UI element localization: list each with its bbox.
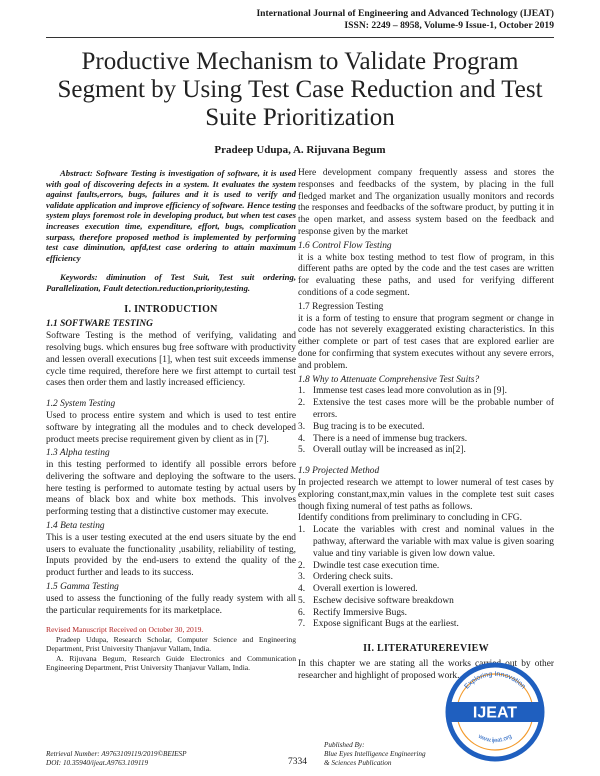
left-column <box>46 168 296 672</box>
list-number: 2. <box>298 560 306 571</box>
list-number: 1. <box>298 525 306 536</box>
list-number: 5. <box>298 445 306 456</box>
subsection-title-projected-method: 1.9 Projected Method <box>298 466 380 477</box>
list-number: 1. <box>298 386 306 397</box>
author-note-2: A. Rijuvana Begum, Research Guide Electronics and Communication Engineering Department, Prist University Thanjavur Vallam, India. <box>46 653 296 673</box>
footer-retrieval <box>46 750 187 768</box>
paragraph-market-feedback: Here development company frequently assess and stores the responses and feedbacks of the system, by placing in the full fledged market and The organization usually monitors and records the responses and feedbacks of the software product, by putting it in the open market, and assess system based on the feedback and response given by the market <box>298 168 554 237</box>
paragraph-gamma-testing: used to assess the functioning of the fully ready system with all the particular requirements for its marketplace. <box>46 593 296 616</box>
list-number: 7. <box>298 619 306 630</box>
projected-step-item <box>298 619 554 631</box>
list-why-attenuate <box>298 386 554 457</box>
journal-issn: ISSN: 2249 – 8958, Volume-9 Issue-1, October 2019 <box>344 20 554 31</box>
publisher-line-1: Published By: <box>324 741 365 749</box>
ijeat-logo <box>442 660 548 764</box>
list-projected-steps <box>298 525 554 631</box>
list-text: Overall exertion is lowered. <box>313 584 418 595</box>
list-number: 4. <box>298 584 306 595</box>
subsection-title-gamma-testing: 1.5 Gamma Testing <box>46 582 119 593</box>
paragraph-beta-testing: This is a user testing executed at the end users situate by the end users to evaluate the functionality ,usability, reliability of testing, Inputs provided by the end-users to extend the quality of the product further and leads to its success. <box>46 532 296 579</box>
why-attenuate-item <box>298 434 554 446</box>
projected-step-item <box>298 584 554 596</box>
publisher-line-2: Blue Eyes Intelligence Engineering <box>324 750 426 758</box>
list-number: 2. <box>298 398 306 409</box>
list-text: Eschew decisive software breakdown <box>313 595 454 606</box>
list-text: Expose significant Bugs at the earliest. <box>313 619 459 630</box>
header-rule <box>46 37 554 38</box>
paragraph-control-flow: it is a white box testing method to test flow of program, in this different paths are opted by the code and the test cases are written for evaluating these paths, and used for verifying different conditions of a code segment. <box>298 252 554 298</box>
manuscript-received: Revised Manuscript Received on October 30, 2019. <box>46 625 204 635</box>
projected-step-item <box>298 596 554 608</box>
page-number: 7334 <box>288 757 307 767</box>
paragraph-regression: it is a form of testing to ensure that program segment or change in code has not severely exaggerated existing characteristics. In this either complete or part of test cases that are explored earlier are done for confirming that system executes without any severe errors, and problem. <box>298 313 554 371</box>
logo-ring-text: Exploring Innovation <box>463 670 527 691</box>
paper-authors: Pradeep Udupa, A. Rijuvana Begum <box>214 144 386 156</box>
publisher-line-3: & Sciences Publication <box>324 759 392 767</box>
why-attenuate-item <box>298 386 554 398</box>
why-attenuate-item <box>298 422 554 434</box>
journal-header <box>256 8 554 32</box>
subsection-title-regression: 1.7 Regression Testing <box>298 301 384 312</box>
list-text: Extensive the test cases more will be the probable number of errors. <box>313 398 554 420</box>
paper-title: Productive Mechanism to Validate Program Segment by Using Test Case Reduction and Test Suite Prioritization <box>57 48 543 131</box>
paragraph-software-testing: Software Testing is the method of verifying, validating and resolving bugs. which ensures bug free software with productivity and lessen overall executions [1], when test suit exceeds immense cycle time required, therefore here we first attempt to curtail test cases then order them and lastly increased efficiency. <box>46 331 296 389</box>
keywords: Keywords: diminution of Test Suit, Test suit ordering, Parallelization, Fault detection.reduction,priority,testing. <box>46 272 296 293</box>
abstract: Abstract: Software Testing is investigation of software, it is used with goal of discovering defects in a system. It evaluates the system against faults,errors, bugs, failures and it is used to verify and validate application and improve efficiency of software. Hence testing system plays foremost role in developing product, but when test cases increases execution time, expenditure, effort, bugs, complication surpass, therefore proposed method is implemented by performing test case diminution, apfd,test case ordering to attain maximum efficiency <box>46 168 296 263</box>
retrieval-number: Retrieval Number: A9763109119/2019©BEIESP <box>46 750 187 758</box>
why-attenuate-item <box>298 398 554 422</box>
doi: DOI: 10.35940/ijeat.A9763.109119 <box>46 759 149 767</box>
journal-name: International Journal of Engineering and Advanced Technology (IJEAT) <box>256 8 554 19</box>
list-text: Rectify Immersive Bugs. <box>313 607 407 618</box>
why-attenuate-item <box>298 445 554 457</box>
projected-step-item <box>298 608 554 620</box>
list-text: Locate the variables with crest and nominal values in the pathway, afterward the variable with max value is given soaring value and tiny variable is given low down value. <box>313 525 554 559</box>
subsection-title-beta-testing: 1.4 Beta testing <box>46 521 105 532</box>
list-number: 6. <box>298 607 306 618</box>
subsection-title-system-testing: 1.2 System Testing <box>46 399 116 410</box>
publisher-info <box>324 741 426 768</box>
paragraph-system-testing: Used to process entire system and which is used to test entire software by integrating all the modules and to check developed product meets precise requirement given by client as in [7]. <box>46 410 296 445</box>
list-text: Bug tracing is to be executed. <box>313 421 425 432</box>
list-text: Dwindle test case execution time. <box>313 560 440 571</box>
subsection-title-software-testing: 1.1 SOFTWARE TESTING <box>46 319 153 330</box>
logo-text: IJEAT <box>472 704 518 722</box>
paragraph-projected-method: In projected research we attempt to lower numeral of test cases by exploring constant,max,min values in the complete test suit cases though fixing numeral of test paths as follows. <box>298 477 554 512</box>
list-number: 3. <box>298 572 306 583</box>
projected-step-item <box>298 525 554 560</box>
projected-step-item <box>298 572 554 584</box>
subsection-title-alpha-testing: 1.3 Alpha testing <box>46 448 110 459</box>
paragraph-identify-conditions: Identify conditions from preliminary to concluding in CFG. <box>298 513 522 524</box>
projected-step-item <box>298 561 554 573</box>
list-text: Ordering check suits. <box>313 572 393 583</box>
paragraph-alpha-testing: in this testing performed to identify all possible errors before delivering the software and deploying the software to the users. here testing is performed to automate testing by actual users by means of black box and white box methods. This involves performing testing that a distinctive customer may execute. <box>46 460 296 518</box>
author-note-1: Pradeep Udupa, Research Scholar, Computer Science and Engineering Department, Prist University Thanjavur Vallam, India. <box>46 634 296 654</box>
paragraph-literature-review: In this chapter we are stating all the works carried out by other researcher and highlight of proposed work. <box>298 659 554 681</box>
right-column <box>298 168 554 683</box>
list-number: 4. <box>298 433 306 444</box>
list-text: Overall outlay will be increased as in[2]. <box>313 445 466 456</box>
list-text: Immense test cases lead more convolution as in [9]. <box>313 386 507 397</box>
section-heading-introduction: I. INTRODUCTION <box>124 303 218 315</box>
subsection-title-control-flow: 1.6 Control Flow Testing <box>298 240 392 251</box>
author-notes <box>46 625 296 672</box>
list-number: 5. <box>298 595 306 606</box>
list-text: There is a need of immense bug trackers. <box>313 433 468 444</box>
subsection-title-why-attenuate: 1.8 Why to Attenuate Comprehensive Test Suits? <box>298 374 480 385</box>
list-number: 3. <box>298 421 306 432</box>
section-heading-literature-review: II. LITERATUREREVIEW <box>363 643 489 655</box>
logo-site-text: www.ijeat.org <box>477 733 513 745</box>
